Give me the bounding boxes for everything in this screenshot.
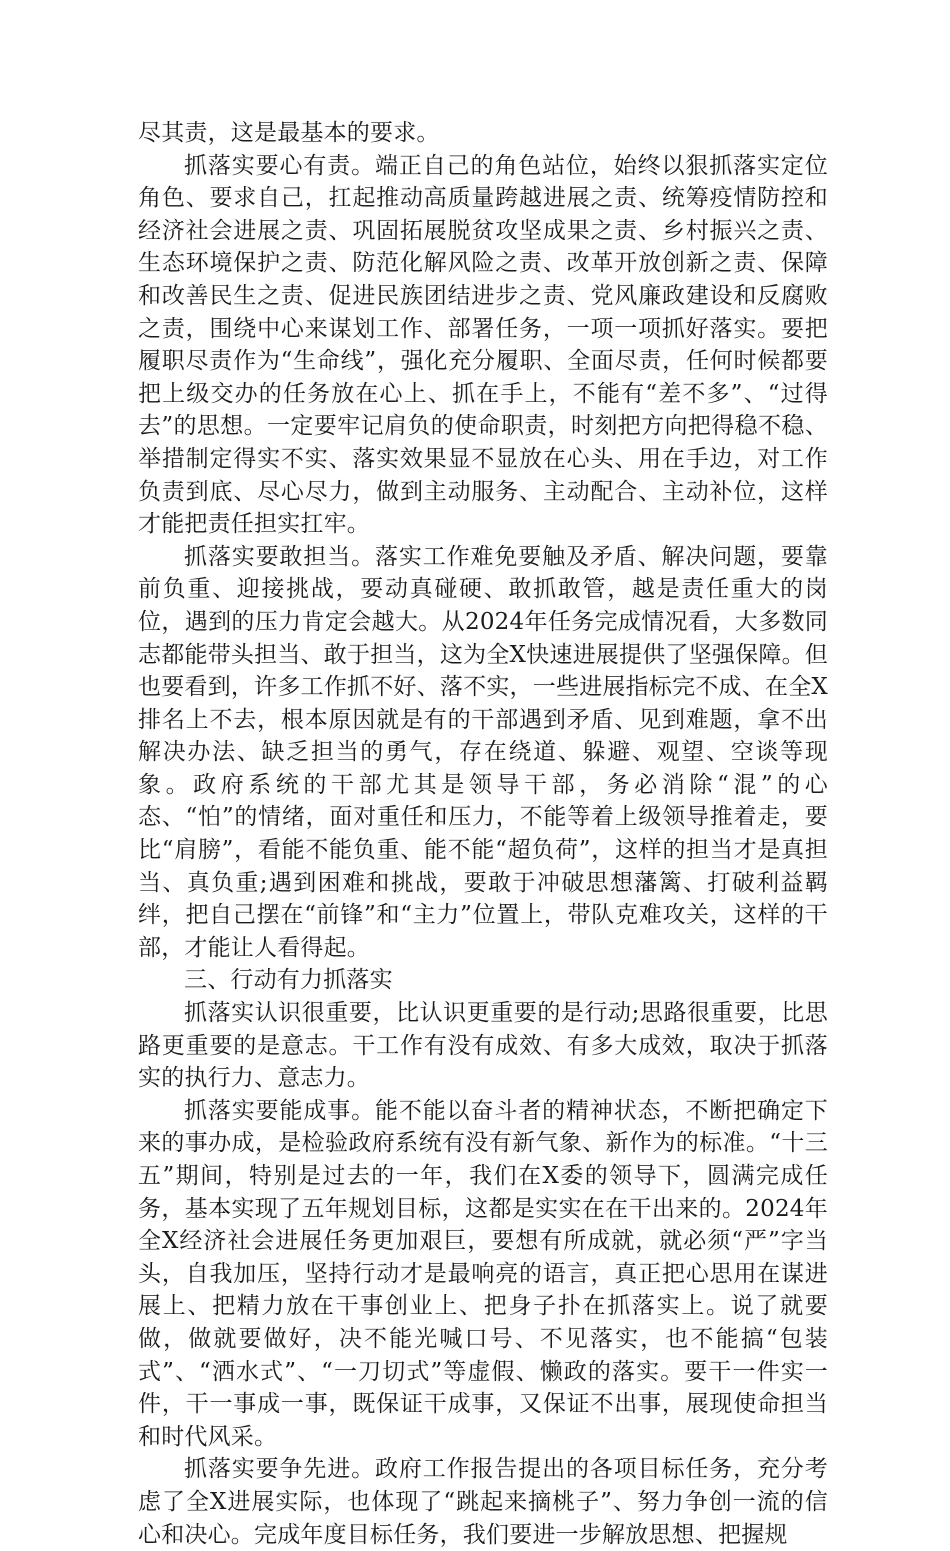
paragraph: 尽其责，这是最基本的要求。 xyxy=(138,120,440,146)
section-heading: 三、行动有力抓落实 xyxy=(184,967,393,994)
paragraph: 抓落实认识很重要，比认识更重要的是行动;思路很重要，比思路更重要的是意志。干工作有没有成效、有多大成效，取决于抓落实的执行力、意志力。 xyxy=(138,1000,828,1092)
paragraph: 抓落实要能成事。能不能以奋斗者的精神状态，不断把确定下来的事办成，是检验政府系统有没有新气象、新作为的标准。“十三五”期间，特别是过去的一年，我们在X委的领导下，圆满完成任务，基本实现了五年规划目标，这都是实实在在干出来的。2024年全X经济社会进展任务更加艰巨，要想有所成就，就必须“严”字当头，自我加压，坚持行动才是最响亮的语言，真正把心思用在谋进展上、把精力放在干事创业上、把身子扑在抓落实上。说了就要做，做就要做好，决不能光喊口号、不见落实，也不能搞“包装式”、“洒水式”、“一刀切式”等虚假、懒政的落实。要干一件实一件，干一事成一事，既保证干成事，又保证不出事，展现使命担当和时代风采。 xyxy=(138,1097,828,1450)
document-body xyxy=(138,117,828,1551)
paragraph: 抓落实要争先进。政府工作报告提出的各项目标任务，充分考虑了全X进展实际，也体现了“跳起来摘桃子”、努力争创一流的信心和决心。完成年度目标任务，我们要进一步解放思想、把握规 xyxy=(138,1456,828,1548)
paragraph: 抓落实要心有责。端正自己的角色站位，始终以狠抓落实定位角色、要求自己，扛起推动高质量跨越进展之责、统筹疫情防控和经济社会进展之责、巩固拓展脱贫攻坚成果之责、乡村振兴之责、生态环境保护之责、防范化解风险之责、改革开放创新之责、保障和改善民生之责、促进民族团结进步之责、党风廉政建设和反腐败之责，围绕中心来谋划工作、部署任务，一项一项抓好落实。要把履职尽责作为“生命线”，强化充分履职、全面尽责，任何时候都要把上级交办的任务放在心上、抓在手上，不能有“差不多”、“过得去”的思想。一定要牢记肩负的使命职责，时刻把方向把得稳不稳、举措制定得实不实、落实效果显不显放在心头、用在手边，对工作负责到底、尽心尽力，做到主动服务、主动配合、主动补位，这样才能把责任担实扛牢。 xyxy=(138,152,828,538)
paragraph: 抓落实要敢担当。落实工作难免要触及矛盾、解决问题，要靠前负重、迎接挑战，要动真碰硬、敢抓敢管，越是责任重大的岗位，遇到的压力肯定会越大。从2024年任务完成情况看，大多数同志都能带头担当、敢于担当，这为全X快速进展提供了坚强保障。但也要看到，许多工作抓不好、落不实，一些进展指标完不成、在全X排名上不去，根本原因就是有的干部遇到矛盾、见到难题，拿不出解决办法、缺乏担当的勇气，存在绕道、躲避、观望、空谈等现象。政府系统的干部尤其是领导干部，务必消除“混”的心态、“怕”的情绪，面对重任和压力，不能等着上级领导推着走，要比“肩膀”，看能不能负重、能不能“超负荷”，这样的担当才是真担当、真负重;遇到困难和挑战，要敢于冲破思想藩篱、打破利益羁绊，把自己摆在“前锋”和“主力”位置上，带队克难攻关，这样的干部，才能让人看得起。 xyxy=(138,543,828,961)
